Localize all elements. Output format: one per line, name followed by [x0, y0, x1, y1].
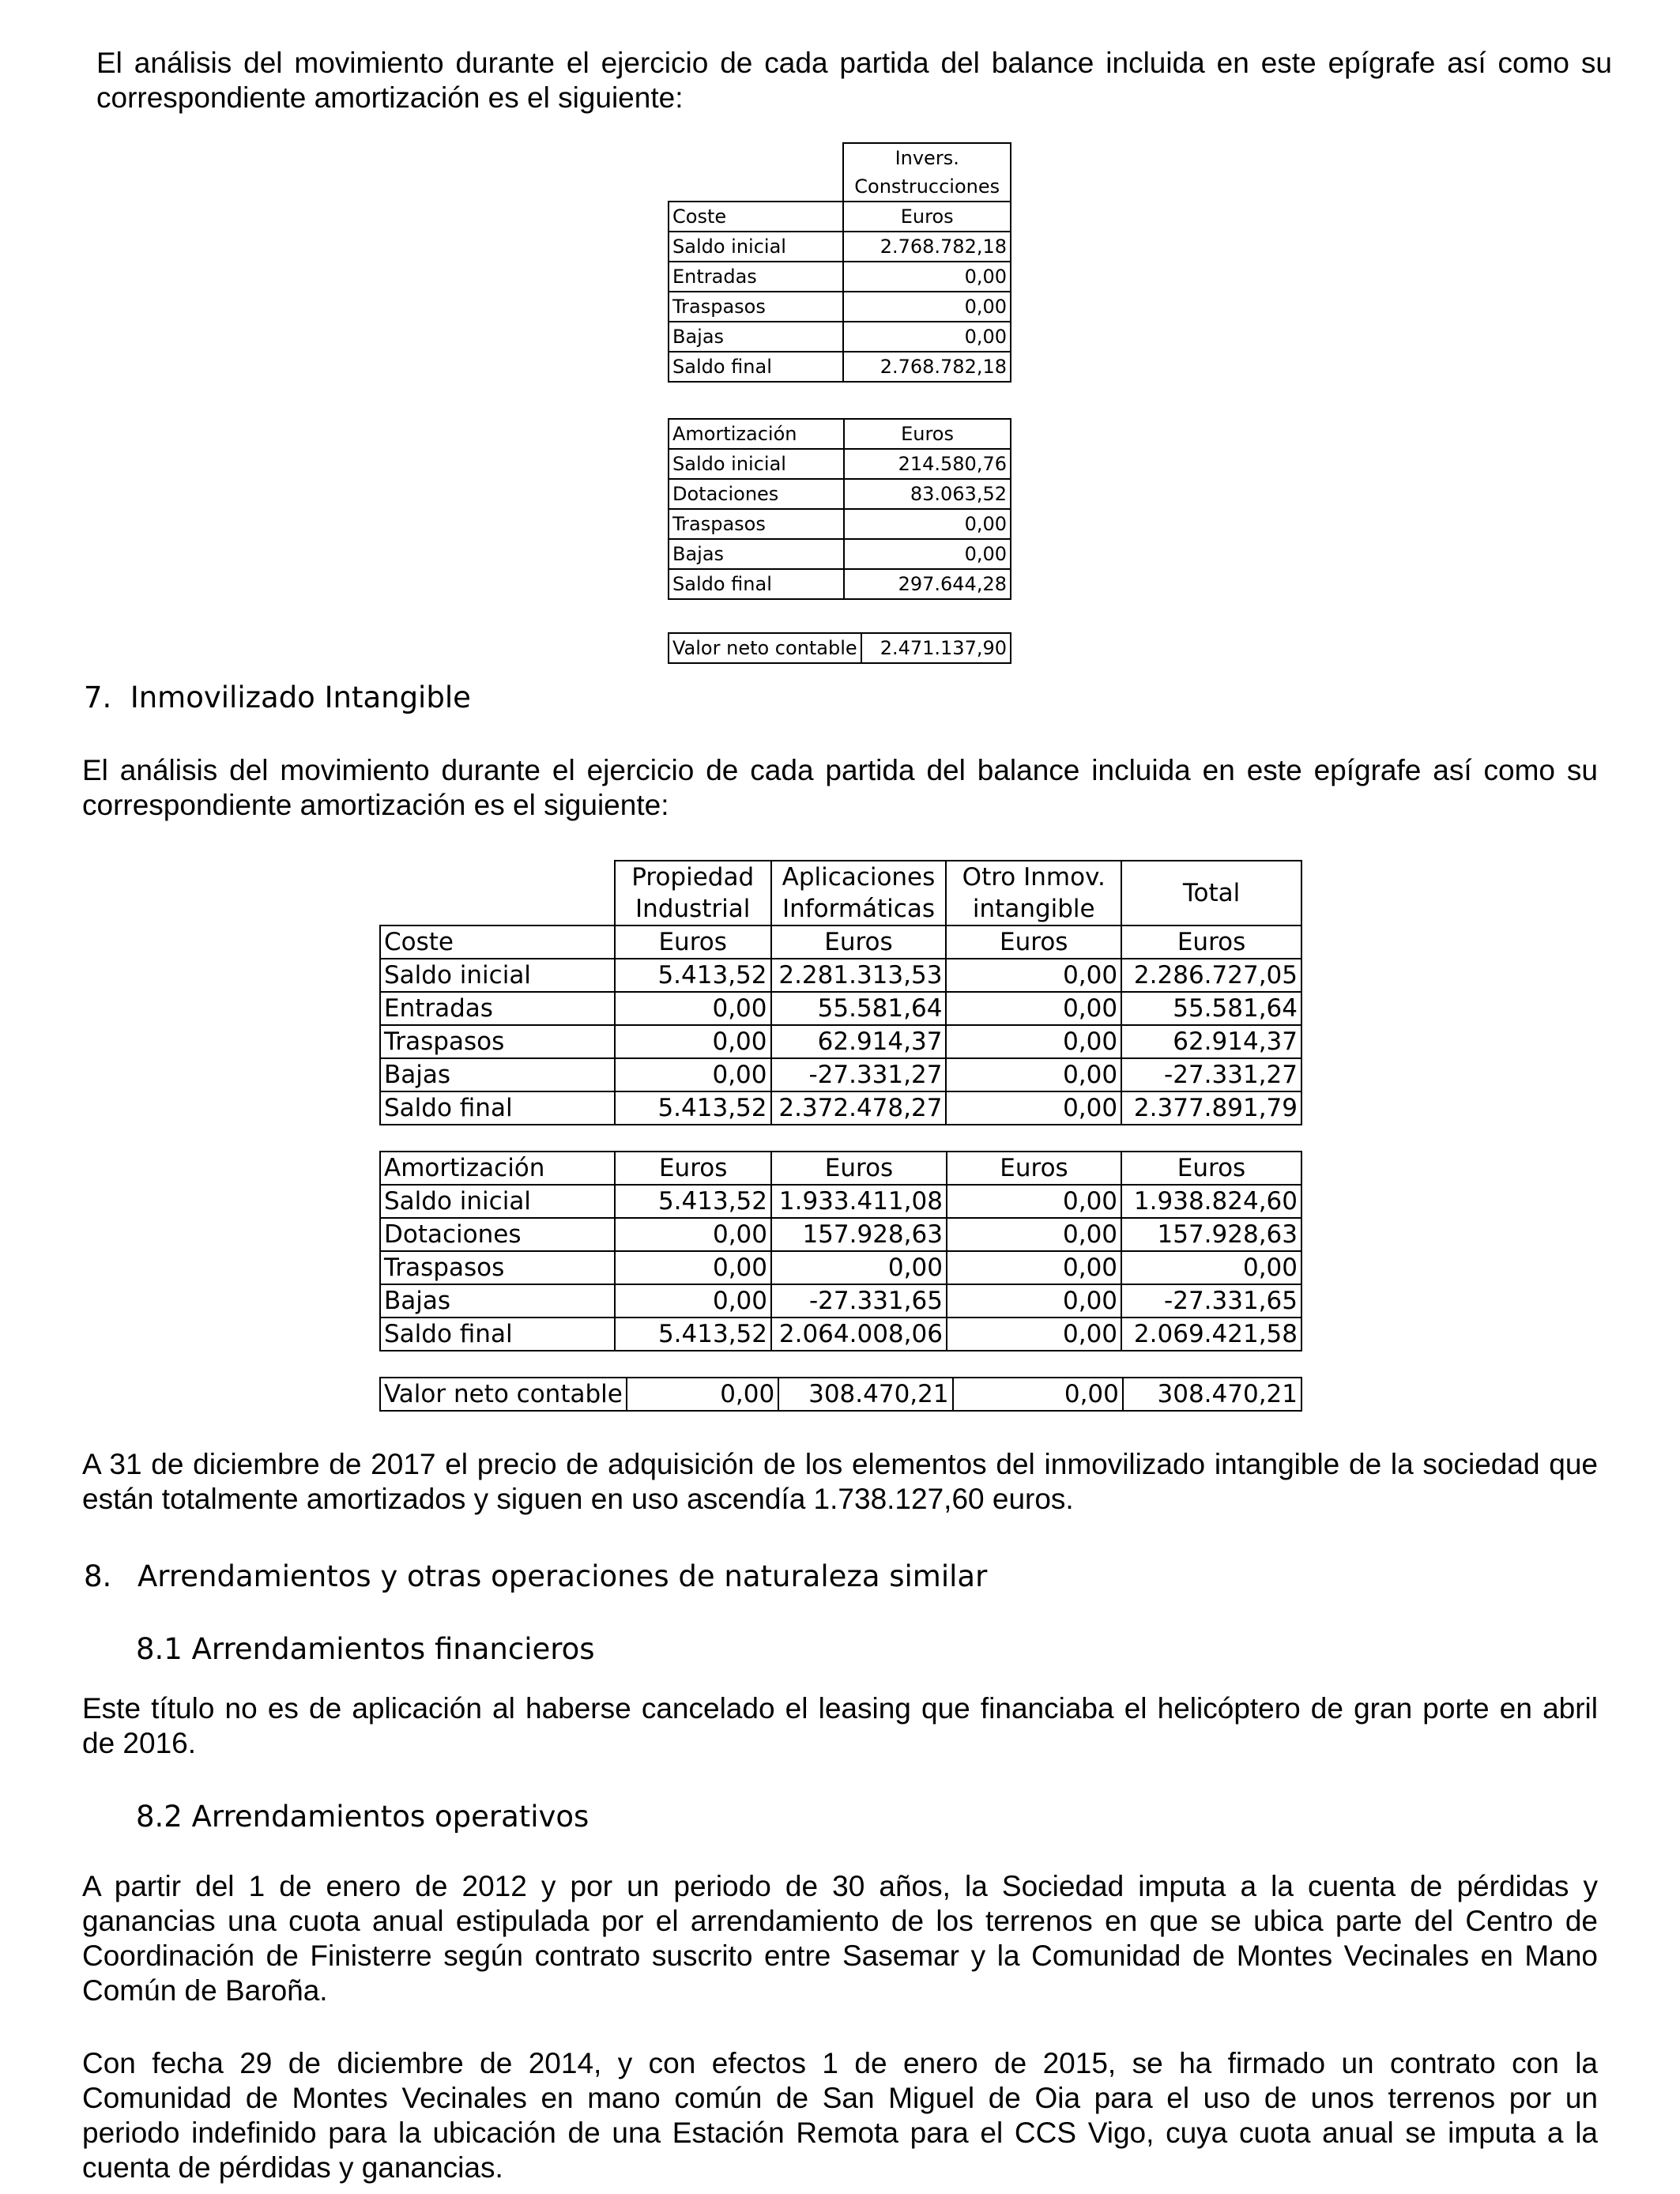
table1-amort-label: Amortización — [669, 419, 844, 449]
table-row: Traspasos 0,00 — [669, 509, 1011, 539]
section-8-2-paragraph-1: A partir del 1 de enero de 2012 y por un periodo de 30 años, la Sociedad imputa a la cuenta de pérdidas y ganancias una cuota anual estipulada por el arrendamiento de los terrenos en que se ubica parte del Centro de Coordinación de Finisterre según contrato suscrito entre Sasemar y la Comunidad de Montes Vecinales en Mano Común de Baroña. — [82, 1870, 1598, 2007]
intangible-amortizacion-table — [379, 1151, 1302, 1351]
table-row: Dotaciones 83.063,52 — [669, 479, 1011, 509]
table1-vnc-value: 2.471.137,90 — [861, 633, 1011, 663]
section-7-paragraph: El análisis del movimiento durante el ejercicio de cada partida del balance incluida en este epígrafe así como su correspondiente amortización es el siguiente: — [82, 754, 1598, 821]
table2-coste-label: Coste — [380, 925, 615, 959]
table-row: Saldo inicial 214.580,76 — [669, 449, 1011, 479]
table1-vnc-label: Valor neto contable — [669, 633, 861, 663]
section-8-1-paragraph: Este título no es de aplicación al haberse cancelado el leasing que financiaba el helicóptero de gran porte en abril de 2016. — [82, 1692, 1598, 1759]
table-row: Saldo inicial 5.413,52 1.933.411,08 0,00 1.938.824,60 — [380, 1185, 1301, 1218]
table-row: Saldo final 297.644,28 — [669, 569, 1011, 599]
section-8-1-heading: 8.1 Arrendamientos financieros — [136, 1632, 595, 1666]
column-header-total: Total — [1121, 861, 1301, 925]
table-row: Saldo inicial 2.768.782,18 — [669, 232, 1011, 262]
table1-amort-unit: Euros — [844, 419, 1011, 449]
table-row: Entradas 0,00 — [669, 262, 1011, 292]
table-row: Traspasos 0,00 — [669, 292, 1011, 322]
table1-header-line2: Construcciones — [843, 172, 1011, 202]
intro-line-1: El análisis del movimiento durante el ejercicio de cada partida del balance incluida en este epígrafe así como su — [96, 47, 1612, 79]
intangible-vnc-table — [379, 1377, 1302, 1412]
table-row: Dotaciones 0,00 157.928,63 0,00 157.928,63 — [380, 1218, 1301, 1251]
table1-header-line1: Invers. — [843, 143, 1011, 172]
table1-coste-unit: Euros — [843, 202, 1011, 232]
column-header-otro-inmov: Otro Inmov. intangible — [946, 861, 1121, 925]
construcciones-coste-table — [668, 142, 1011, 383]
table-row: Entradas 0,00 55.581,64 0,00 55.581,64 — [380, 992, 1301, 1025]
table-row: Saldo final 2.768.782,18 — [669, 352, 1011, 382]
table1-coste-label: Coste — [669, 202, 843, 232]
table-row: Valor neto contable 0,00 308.470,21 0,00 308.470,21 — [380, 1378, 1301, 1411]
section-8-heading: 8. Arrendamientos y otras operaciones de naturaleza similar — [84, 1559, 988, 1593]
table2-vnc-label: Valor neto contable — [380, 1378, 627, 1411]
table-row: Saldo final 5.413,52 2.372.478,27 0,00 2.377.891,79 — [380, 1091, 1301, 1125]
section-8-2-paragraph-2: Con fecha 29 de diciembre de 2014, y con efectos 1 de enero de 2015, se ha firmado un contrato con la Comunidad de Montes Vecinales en mano común de San Miguel de Oia para el uso de unos terrenos por un periodo indefinido para la ubicación de una Estación Remota para el CCS Vigo, cuya cuota anual se imputa a la cuenta de pérdidas y ganancias. — [82, 2047, 1598, 2184]
table-row — [669, 633, 1011, 663]
table-row: Saldo inicial 5.413,52 2.281.313,53 0,00 2.286.727,05 — [380, 959, 1301, 992]
construcciones-amortizacion-table — [668, 418, 1011, 600]
table-row: Bajas 0,00 -27.331,65 0,00 -27.331,65 — [380, 1284, 1301, 1318]
table-row: Coste Euros Euros Euros Euros — [380, 925, 1301, 959]
table-row: Bajas 0,00 -27.331,27 0,00 -27.331,27 — [380, 1058, 1301, 1091]
table-row: Traspasos 0,00 62.914,37 0,00 62.914,37 — [380, 1025, 1301, 1058]
column-header-propiedad: Propiedad Industrial — [615, 861, 771, 925]
table-row: Traspasos 0,00 0,00 0,00 0,00 — [380, 1251, 1301, 1284]
table-row: Bajas 0,00 — [669, 322, 1011, 352]
table-row: Bajas 0,00 — [669, 539, 1011, 569]
section-7-heading: 7. Inmovilizado Intangible — [84, 680, 471, 714]
table-row: Amortización Euros Euros Euros Euros — [380, 1152, 1301, 1185]
table2-amort-label: Amortización — [380, 1152, 615, 1185]
intro-line-2: correspondiente amortización es el siguiente: — [96, 81, 684, 114]
intangible-coste-table — [379, 860, 1302, 1125]
intro-paragraph — [96, 46, 1612, 115]
paragraph-2017: A 31 de diciembre de 2017 el precio de adquisición de los elementos del inmovilizado intangible de la sociedad que están totalmente amortizados y siguen en uso ascendía 1.738.127,60 euros. — [82, 1448, 1598, 1515]
table-row: Saldo final 5.413,52 2.064.008,06 0,00 2.069.421,58 — [380, 1318, 1301, 1351]
construcciones-vnc-table — [668, 632, 1011, 664]
section-8-2-heading: 8.2 Arrendamientos operativos — [136, 1800, 590, 1834]
column-header-aplicaciones: Aplicaciones Informáticas — [771, 861, 947, 925]
